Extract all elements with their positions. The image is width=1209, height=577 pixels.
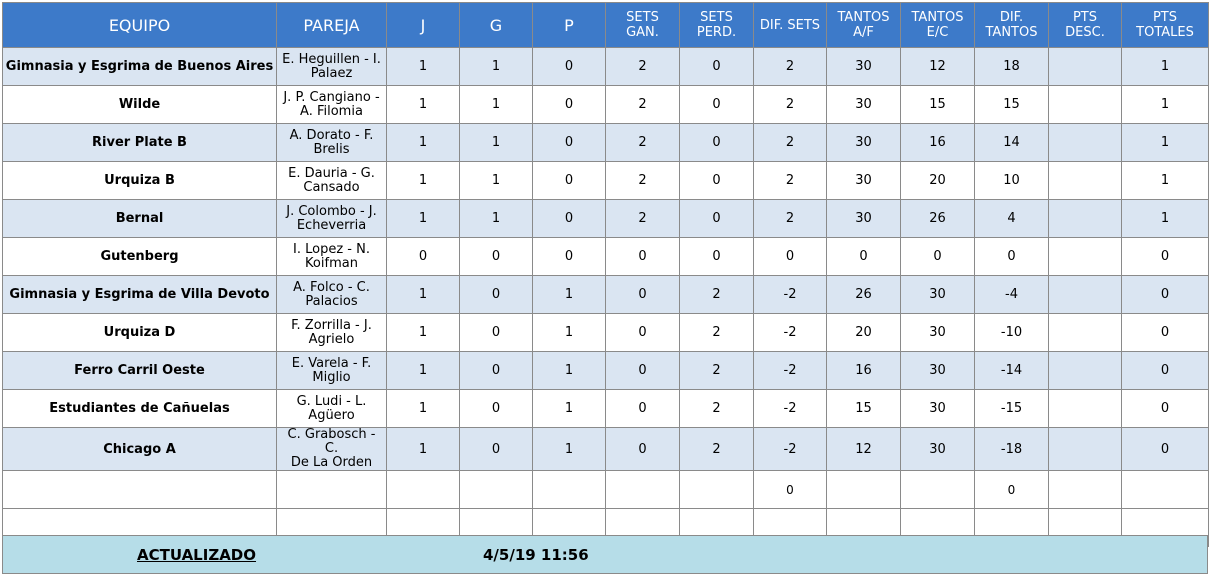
cell-sets-gan: 0: [606, 390, 680, 428]
empty-cell: [901, 471, 975, 509]
total-dif-tantos: 0: [975, 471, 1049, 509]
cell-sets-gan: 0: [606, 238, 680, 276]
cell-tantos-af: 15: [827, 390, 901, 428]
cell-pts-totales: 1: [1122, 48, 1209, 86]
empty-cell: [1122, 471, 1209, 509]
team-name: Urquiza B: [3, 162, 277, 200]
cell-dif-sets: 2: [754, 124, 827, 162]
cell-sets-gan: 2: [606, 48, 680, 86]
cell-sets-gan: 0: [606, 314, 680, 352]
cell-tantos-ec: 30: [901, 428, 975, 471]
cell-sets-perd: 2: [680, 276, 754, 314]
cell-dif-sets: 2: [754, 162, 827, 200]
team-name: Chicago A: [3, 428, 277, 471]
cell-tantos-ec: 15: [901, 86, 975, 124]
cell-sets-perd: 2: [680, 314, 754, 352]
cell-sets-gan: 2: [606, 200, 680, 238]
cell-p: 1: [533, 314, 606, 352]
empty-cell: [1049, 471, 1122, 509]
team-name: Ferro Carril Oeste: [3, 352, 277, 390]
header-dif-tantos: DIF. TANTOS: [975, 3, 1049, 48]
cell-dif-tantos: 10: [975, 162, 1049, 200]
cell-dif-sets: 2: [754, 48, 827, 86]
pair-names: I. Lopez - N. Koifman: [277, 238, 387, 276]
cell-pts-totales: 0: [1122, 276, 1209, 314]
cell-sets-gan: 0: [606, 428, 680, 471]
cell-j: 1: [387, 86, 460, 124]
table-row: [3, 48, 1209, 86]
cell-pts-desc: [1049, 86, 1122, 124]
cell-j: 1: [387, 314, 460, 352]
cell-tantos-ec: 30: [901, 314, 975, 352]
cell-dif-tantos: -14: [975, 352, 1049, 390]
cell-sets-perd: 0: [680, 48, 754, 86]
header-pareja: PAREJA: [277, 3, 387, 48]
cell-dif-tantos: 18: [975, 48, 1049, 86]
table-row: [3, 352, 1209, 390]
cell-pts-totales: 0: [1122, 314, 1209, 352]
cell-pts-totales: 1: [1122, 200, 1209, 238]
cell-p: 0: [533, 124, 606, 162]
table-row: [3, 162, 1209, 200]
table-row: [3, 314, 1209, 352]
cell-tantos-ec: 12: [901, 48, 975, 86]
cell-pts-desc: [1049, 200, 1122, 238]
cell-p: 1: [533, 428, 606, 471]
cell-pts-desc: [1049, 428, 1122, 471]
standings-table: [2, 2, 1209, 547]
header-g: G: [460, 3, 533, 48]
cell-j: 1: [387, 124, 460, 162]
team-name: Bernal: [3, 200, 277, 238]
cell-dif-sets: -2: [754, 352, 827, 390]
pair-names: C. Grabosch - C. De La Orden: [277, 428, 387, 471]
cell-g: 0: [460, 390, 533, 428]
header-row: [3, 3, 1209, 48]
team-name: Estudiantes de Cañuelas: [3, 390, 277, 428]
header-sets-perd: SETS PERD.: [680, 3, 754, 48]
cell-g: 1: [460, 162, 533, 200]
pair-names: J. P. Cangiano - A. Filomia: [277, 86, 387, 124]
cell-g: 1: [460, 124, 533, 162]
cell-dif-sets: -2: [754, 428, 827, 471]
pair-names: A. Dorato - F. Brelis: [277, 124, 387, 162]
cell-tantos-af: 30: [827, 200, 901, 238]
cell-tantos-ec: 30: [901, 352, 975, 390]
cell-sets-perd: 0: [680, 162, 754, 200]
cell-dif-sets: 2: [754, 200, 827, 238]
cell-j: 1: [387, 200, 460, 238]
empty-cell: [533, 471, 606, 509]
pair-names: E. Heguillen - I. Palaez: [277, 48, 387, 86]
table-row: [3, 390, 1209, 428]
pair-names: E. Varela - F. Miglio: [277, 352, 387, 390]
cell-g: 0: [460, 314, 533, 352]
cell-sets-perd: 2: [680, 428, 754, 471]
pair-names: J. Colombo - J. Echeverria: [277, 200, 387, 238]
cell-pts-desc: [1049, 238, 1122, 276]
cell-sets-perd: 2: [680, 390, 754, 428]
updated-timestamp: 4/5/19 11:56: [483, 546, 589, 564]
cell-pts-totales: 1: [1122, 86, 1209, 124]
cell-sets-gan: 2: [606, 162, 680, 200]
footer-bar: [2, 535, 1208, 574]
header-pts-totales: PTS TOTALES: [1122, 3, 1209, 48]
cell-pts-desc: [1049, 162, 1122, 200]
cell-pts-totales: 0: [1122, 352, 1209, 390]
cell-tantos-af: 30: [827, 124, 901, 162]
cell-pts-desc: [1049, 314, 1122, 352]
team-name: Gimnasia y Esgrima de Villa Devoto: [3, 276, 277, 314]
table-row: [3, 200, 1209, 238]
pair-names: G. Ludi - L. Agüero: [277, 390, 387, 428]
cell-g: 0: [460, 352, 533, 390]
cell-dif-sets: -2: [754, 276, 827, 314]
header-dif-sets: DIF. SETS: [754, 3, 827, 48]
cell-p: 1: [533, 352, 606, 390]
table-row: [3, 86, 1209, 124]
cell-sets-perd: 2: [680, 352, 754, 390]
cell-pts-totales: 0: [1122, 428, 1209, 471]
pair-names: E. Dauria - G. Cansado: [277, 162, 387, 200]
cell-g: 1: [460, 200, 533, 238]
team-name: Wilde: [3, 86, 277, 124]
cell-j: 1: [387, 352, 460, 390]
cell-tantos-af: 16: [827, 352, 901, 390]
header-equipo: EQUIPO: [3, 3, 277, 48]
cell-g: 0: [460, 238, 533, 276]
header-j: J: [387, 3, 460, 48]
cell-sets-perd: 0: [680, 200, 754, 238]
cell-tantos-af: 12: [827, 428, 901, 471]
cell-p: 1: [533, 390, 606, 428]
cell-p: 0: [533, 238, 606, 276]
cell-p: 1: [533, 276, 606, 314]
cell-pts-totales: 1: [1122, 124, 1209, 162]
pair-names: A. Folco - C. Palacios: [277, 276, 387, 314]
cell-g: 1: [460, 48, 533, 86]
cell-dif-tantos: -4: [975, 276, 1049, 314]
cell-dif-tantos: 15: [975, 86, 1049, 124]
cell-dif-tantos: 14: [975, 124, 1049, 162]
cell-dif-tantos: 0: [975, 238, 1049, 276]
table-row: [3, 276, 1209, 314]
empty-cell: [3, 471, 277, 509]
cell-dif-sets: -2: [754, 390, 827, 428]
empty-cell: [680, 471, 754, 509]
table-row: [3, 238, 1209, 276]
table-row: [3, 428, 1209, 471]
cell-g: 0: [460, 428, 533, 471]
cell-sets-perd: 0: [680, 86, 754, 124]
empty-cell: [277, 471, 387, 509]
cell-tantos-ec: 16: [901, 124, 975, 162]
cell-j: 1: [387, 276, 460, 314]
cell-pts-totales: 1: [1122, 162, 1209, 200]
cell-sets-gan: 2: [606, 86, 680, 124]
cell-tantos-af: 26: [827, 276, 901, 314]
empty-cell: [460, 471, 533, 509]
cell-dif-tantos: -15: [975, 390, 1049, 428]
cell-pts-desc: [1049, 352, 1122, 390]
cell-sets-gan: 2: [606, 124, 680, 162]
cell-g: 0: [460, 276, 533, 314]
cell-p: 0: [533, 200, 606, 238]
team-name: Gimnasia y Esgrima de Buenos Aires: [3, 48, 277, 86]
header-p: P: [533, 3, 606, 48]
cell-sets-perd: 0: [680, 124, 754, 162]
cell-pts-totales: 0: [1122, 238, 1209, 276]
header-tantos-af: TANTOS A/F: [827, 3, 901, 48]
cell-dif-tantos: -18: [975, 428, 1049, 471]
cell-j: 1: [387, 162, 460, 200]
cell-j: 1: [387, 390, 460, 428]
header-sets-gan: SETS GAN.: [606, 3, 680, 48]
pair-names: F. Zorrilla - J. Agrielo: [277, 314, 387, 352]
cell-pts-desc: [1049, 276, 1122, 314]
cell-g: 1: [460, 86, 533, 124]
cell-pts-desc: [1049, 124, 1122, 162]
cell-pts-desc: [1049, 48, 1122, 86]
cell-tantos-ec: 20: [901, 162, 975, 200]
cell-sets-perd: 0: [680, 238, 754, 276]
header-tantos-ec: TANTOS E/C: [901, 3, 975, 48]
empty-cell: [827, 471, 901, 509]
cell-p: 0: [533, 86, 606, 124]
cell-dif-tantos: -10: [975, 314, 1049, 352]
team-name: Gutenberg: [3, 238, 277, 276]
cell-j: 1: [387, 48, 460, 86]
team-name: Urquiza D: [3, 314, 277, 352]
cell-sets-gan: 0: [606, 276, 680, 314]
cell-j: 0: [387, 238, 460, 276]
cell-tantos-af: 30: [827, 86, 901, 124]
cell-tantos-af: 30: [827, 162, 901, 200]
cell-tantos-ec: 30: [901, 390, 975, 428]
cell-p: 0: [533, 162, 606, 200]
cell-tantos-ec: 30: [901, 276, 975, 314]
updated-label: ACTUALIZADO: [137, 546, 257, 564]
cell-tantos-ec: 26: [901, 200, 975, 238]
empty-cell: [606, 471, 680, 509]
cell-pts-totales: 0: [1122, 390, 1209, 428]
cell-tantos-af: 30: [827, 48, 901, 86]
totals-row: [3, 471, 1209, 509]
cell-tantos-ec: 0: [901, 238, 975, 276]
cell-pts-desc: [1049, 390, 1122, 428]
empty-cell: [387, 471, 460, 509]
header-pts-desc: PTS DESC.: [1049, 3, 1122, 48]
table-row: [3, 124, 1209, 162]
total-dif-sets: 0: [754, 471, 827, 509]
cell-dif-sets: 0: [754, 238, 827, 276]
team-name: River Plate B: [3, 124, 277, 162]
cell-dif-sets: 2: [754, 86, 827, 124]
cell-dif-sets: -2: [754, 314, 827, 352]
cell-j: 1: [387, 428, 460, 471]
cell-dif-tantos: 4: [975, 200, 1049, 238]
cell-p: 0: [533, 48, 606, 86]
cell-sets-gan: 0: [606, 352, 680, 390]
cell-tantos-af: 0: [827, 238, 901, 276]
cell-tantos-af: 20: [827, 314, 901, 352]
